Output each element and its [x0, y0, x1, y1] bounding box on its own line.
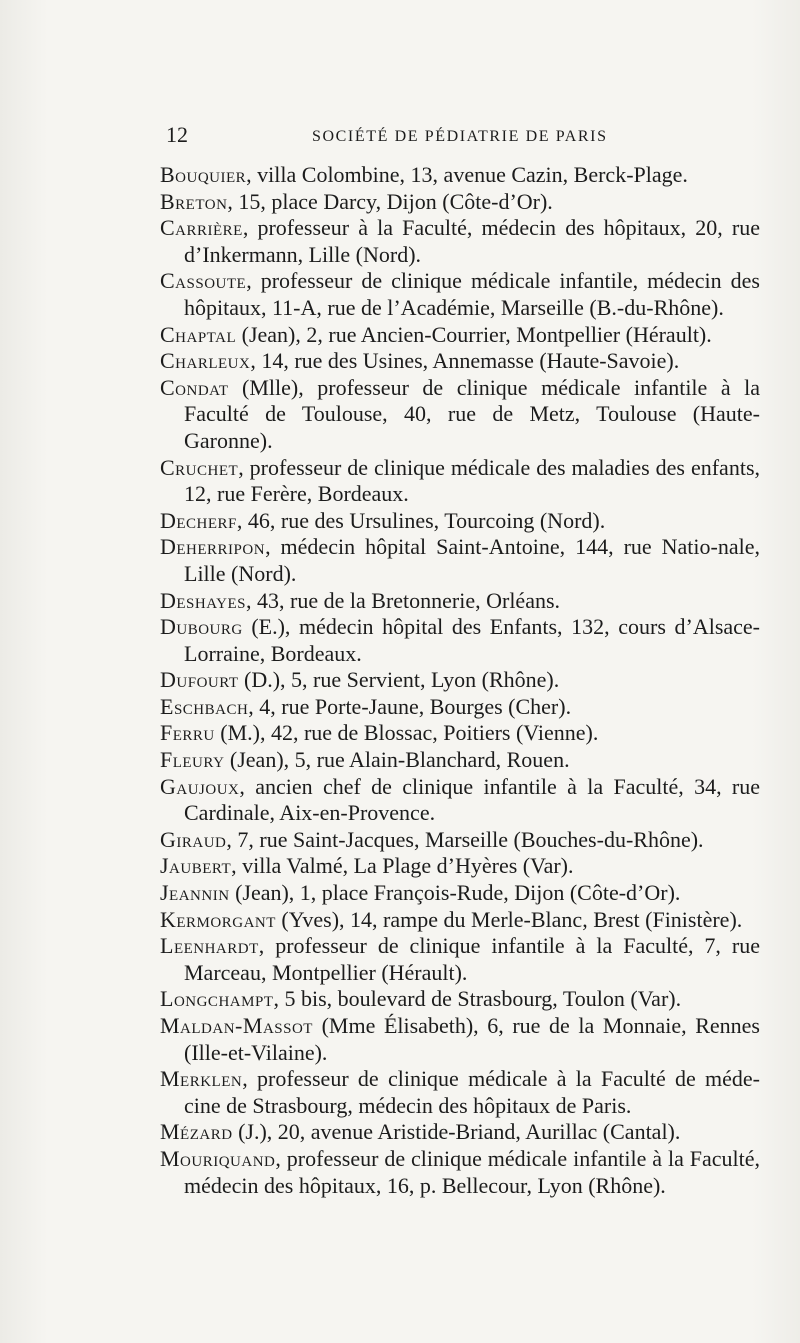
list-item: [160, 1119, 760, 1146]
member-name: Merklen: [160, 1066, 243, 1092]
list-item: [160, 933, 760, 986]
member-name: Maldan-Massot: [160, 1013, 313, 1038]
list-item: [160, 268, 760, 321]
member-name: Breton: [160, 188, 228, 214]
member-name: Fleury: [160, 747, 225, 773]
member-details: (Yves), 14, rampe du Merle-Blanc, Brest (Finistère).: [275, 906, 743, 932]
member-name: Eschbach: [160, 693, 249, 719]
list-item: [160, 455, 760, 508]
member-details: , 15, place Darcy, Dijon (Côte-d’Or).: [227, 188, 553, 214]
list-item: [160, 907, 760, 934]
member-details: , professeur de clinique infantile à la Faculté, 7, rue Marceau, Montpellier (Hérault).: [184, 933, 760, 985]
list-item: [160, 322, 760, 349]
running-head: SOCIÉTÉ DE PÉDIATRIE DE PARIS: [312, 128, 608, 145]
list-item: [160, 1066, 760, 1119]
member-name: Bouquier: [160, 162, 247, 187]
member-details: (M.), 42, rue de Blossac, Poitiers (Vienne).: [214, 720, 599, 746]
member-details: , 14, rue des Usines, Annemasse (Haute-Savoie).: [250, 348, 680, 374]
member-details: , médecin hôpital Saint-Antoine, 144, rue Natio-nale, Lille (Nord).: [184, 534, 760, 586]
member-name: Ferru: [160, 720, 215, 746]
member-details: , professeur de clinique médicale à la Faculté de méde-cine de Strasbourg, médecin des hôpitaux de Paris.: [184, 1066, 760, 1118]
list-item: [160, 215, 760, 268]
list-item: [160, 747, 760, 774]
list-item: [160, 827, 760, 854]
member-name: Chaptal: [160, 321, 237, 347]
list-item: [160, 614, 760, 667]
member-details: (J.), 20, avenue Aristide-Briand, Aurillac (Cantal).: [232, 1119, 681, 1145]
member-name: Mézard: [160, 1119, 233, 1145]
list-item: [160, 853, 760, 880]
list-item: [160, 694, 760, 721]
member-details: , 46, rue des Ursulines, Tourcoing (Nord).: [236, 507, 606, 533]
member-name: Charleux: [160, 348, 251, 374]
member-details: (Mme Élisabeth), 6, rue de la Monnaie, Rennes (Ille-et-Vilaine).: [184, 1013, 760, 1065]
member-details: , 7, rue Saint-Jacques, Marseille (Bouches-du-Rhône).: [226, 826, 704, 852]
list-item: [160, 667, 760, 694]
member-details: (Jean), 2, rue Ancien-Courrier, Montpellier (Hérault).: [236, 321, 712, 347]
member-details: (Jean), 5, rue Alain-Blanchard, Rouen.: [224, 747, 570, 773]
member-name: Deherripon: [160, 534, 266, 560]
list-item: [160, 189, 760, 216]
list-item: [160, 375, 760, 455]
list-item: [160, 348, 760, 375]
member-details: , villa Colombine, 13, avenue Cazin, Berck-Plage.: [246, 162, 688, 187]
member-details: , 5 bis, boulevard de Strasbourg, Toulon (Var).: [273, 986, 682, 1012]
member-name: Giraud: [160, 826, 227, 852]
member-name: Cruchet: [160, 454, 239, 480]
member-details: (D.), 5, rue Servient, Lyon (Rhône).: [238, 667, 560, 693]
member-name: Decherf: [160, 507, 237, 533]
member-details: , 43, rue de la Bretonnerie, Orléans.: [246, 587, 561, 613]
member-details: , professeur à la Faculté, médecin des hôpitaux, 20, rue d’Inkermann, Lille (Nord).: [184, 215, 760, 267]
member-name: Jaubert: [160, 853, 232, 879]
member-name: Condat: [160, 374, 229, 400]
member-name: Dubourg: [160, 614, 243, 640]
member-details: , 4, rue Porte-Jaune, Bourges (Cher).: [248, 693, 572, 719]
member-details: , ancien chef de clinique infantile à la Faculté, 34, rue Cardinale, Aix-en-Provence.: [184, 773, 760, 826]
member-name: Leenhardt: [160, 933, 259, 959]
member-name: Dufourt: [160, 667, 239, 693]
list-item: [160, 720, 760, 747]
page-number: 12: [166, 122, 188, 147]
list-item: [160, 1146, 760, 1199]
list-item: [160, 880, 760, 907]
member-name: Kermorgant: [160, 906, 276, 932]
member-name: Deshayes: [160, 587, 247, 613]
list-item: [160, 1013, 760, 1066]
list-item: [160, 162, 760, 189]
member-details: (Jean), 1, place François-Rude, Dijon (Côte-d’Or).: [229, 880, 681, 906]
member-name: Cassoute: [160, 268, 247, 294]
member-name: Carrière: [160, 215, 243, 241]
member-list: [160, 162, 760, 1199]
member-name: Longchampt: [160, 986, 274, 1012]
list-item: [160, 774, 760, 827]
list-item: [160, 588, 760, 615]
list-item: [160, 508, 760, 535]
member-name: Jeannin: [160, 880, 230, 906]
member-details: , professeur de clinique médicale des maladies des enfants, 12, rue Ferère, Bordeaux.: [184, 454, 760, 507]
list-item: [160, 986, 760, 1013]
member-name: Gaujoux: [160, 773, 240, 799]
member-details: , villa Valmé, La Plage d’Hyères (Var).: [231, 853, 574, 879]
member-details: (Mlle), professeur de clinique médicale infantile à la Faculté de Toulouse, 40, rue de Metz, Toulouse (Haute-Garonne).: [184, 374, 760, 453]
list-item: [160, 534, 760, 587]
page-header: [158, 122, 758, 152]
member-details: , professeur de clinique médicale infantile à la Faculté, médecin des hôpitaux, 16, p. Bellecour, Lyon (Rhône).: [184, 1145, 760, 1198]
member-details: , professeur de clinique médicale infantile, médecin des hôpitaux, 11-A, rue de l’Académie, Marseille (B.-du-Rhône).: [184, 268, 760, 320]
member-name: Mouriquand: [160, 1145, 276, 1171]
member-details: (E.), médecin hôpital des Enfants, 132, cours d’Alsace-Lorraine, Bordeaux.: [184, 614, 760, 666]
